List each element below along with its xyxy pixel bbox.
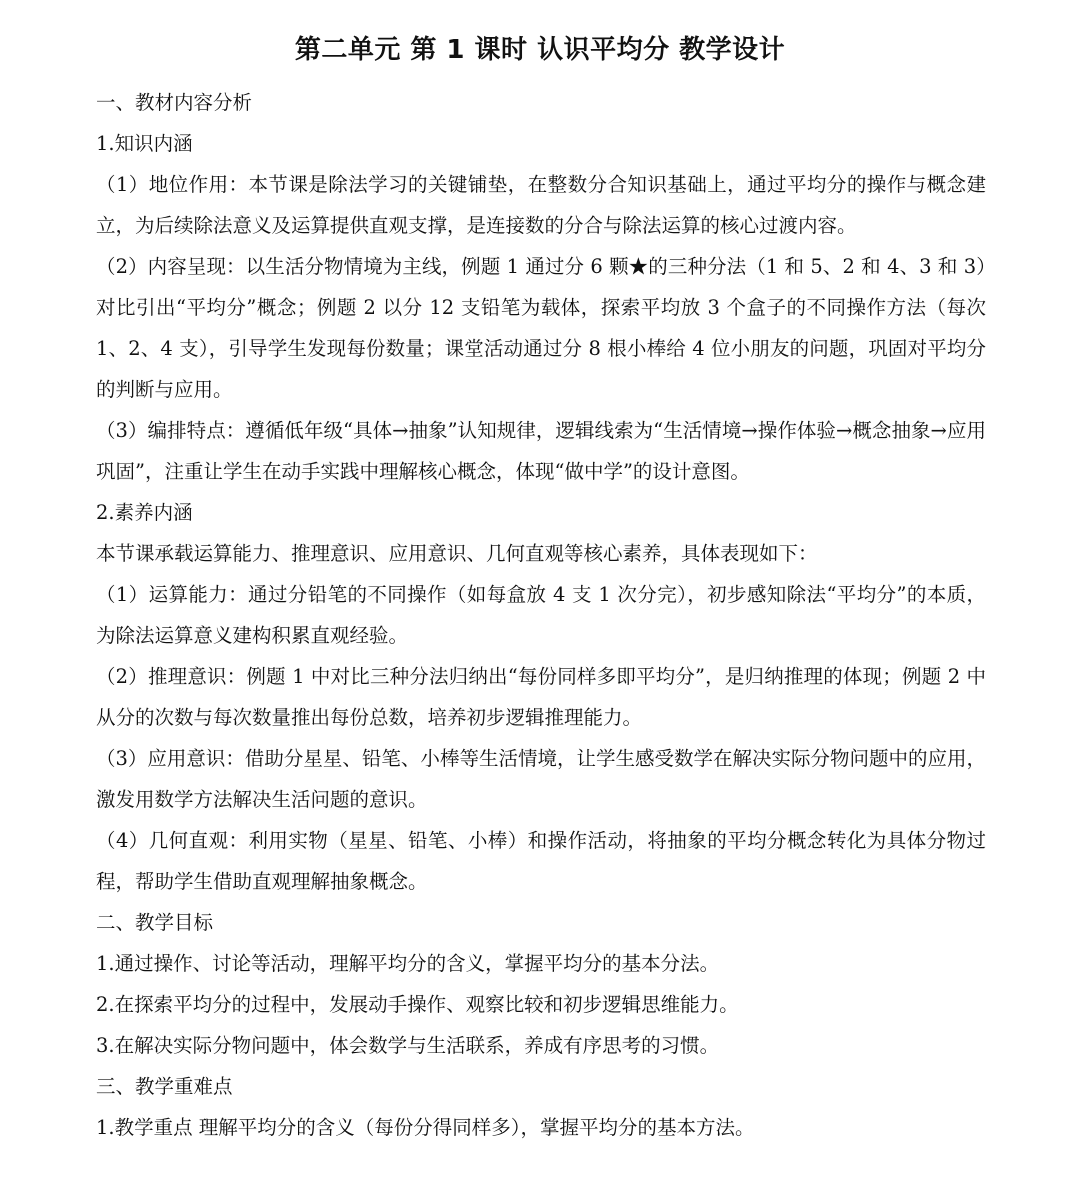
paragraph-computation-ability: （1）运算能力：通过分铅笔的不同操作（如每盒放 4 支 1 次分完），初步感知除法“平均分”的本质，为除法运算意义建构积累直观经验。: [96, 583, 986, 647]
subsection-heading-literacy: 2.素养内涵: [96, 501, 193, 524]
paragraph-geometric-intuition: （4）几何直观：利用实物（星星、铅笔、小棒）和操作活动，将抽象的平均分概念转化为具体分物过程，帮助学生借助直观理解抽象概念。: [96, 829, 986, 893]
section-heading-goals: 二、教学目标: [96, 911, 214, 934]
paragraph-arrangement-features: （3）编排特点：遵循低年级“具体→抽象”认知规律，逻辑线索为“生活情境→操作体验→概念抽象→应用巩固”，注重让学生在动手实践中理解核心概念，体现“做中学”的设计意图。: [96, 419, 986, 483]
goal-item: 2.在探索平均分的过程中，发展动手操作、观察比较和初步逻辑思维能力。: [96, 993, 739, 1016]
key-point-item: 1.教学重点 理解平均分的含义（每份分得同样多），掌握平均分的基本方法。: [96, 1116, 755, 1139]
goal-item: 3.在解决实际分物问题中，体会数学与生活联系，养成有序思考的习惯。: [96, 1034, 720, 1057]
section-heading-key-points: 三、教学重难点: [96, 1075, 233, 1098]
section-heading-analysis: 一、教材内容分析: [96, 91, 253, 114]
paragraph-application-awareness: （3）应用意识：借助分星星、铅笔、小棒等生活情境，让学生感受数学在解决实际分物问题中的应用，激发用数学方法解决生活问题的意识。: [96, 747, 986, 811]
paragraph-literacy-intro: 本节课承载运算能力、推理意识、应用意识、几何直观等核心素养，具体表现如下：: [96, 542, 818, 565]
document-body: [96, 82, 986, 1148]
goal-item: 1.通过操作、讨论等活动，理解平均分的含义，掌握平均分的基本分法。: [96, 952, 720, 975]
paragraph-reasoning-awareness: （2）推理意识：例题 1 中对比三种分法归纳出“每份同样多即平均分”，是归纳推理的体现；例题 2 中从分的次数与每次数量推出每份总数，培养初步逻辑推理能力。: [96, 665, 986, 729]
paragraph-content-presentation: （2）内容呈现：以生活分物情境为主线，例题 1 通过分 6 颗★的三种分法（1 和 5、2 和 4、3 和 3）对比引出“平均分”概念；例题 2 以分 12 支铅笔为载体，探索平均放 3 个盒子的不同操作方法（每次 1、2、4 支），引导学生发现每份数量；课堂活动通过分 8 根小棒给 4 位小朋友的问题，巩固对平均分的判断与应用。: [96, 255, 986, 401]
paragraph-position-role: （1）地位作用：本节课是除法学习的关键铺垫，在整数分合知识基础上，通过平均分的操作与概念建立，为后续除法意义及运算提供直观支撑，是连接数的分合与除法运算的核心过渡内容。: [96, 173, 986, 237]
page-title: 第二单元 第 1 课时 认识平均分 教学设计: [294, 35, 786, 65]
subsection-heading-knowledge: 1.知识内涵: [96, 132, 193, 155]
